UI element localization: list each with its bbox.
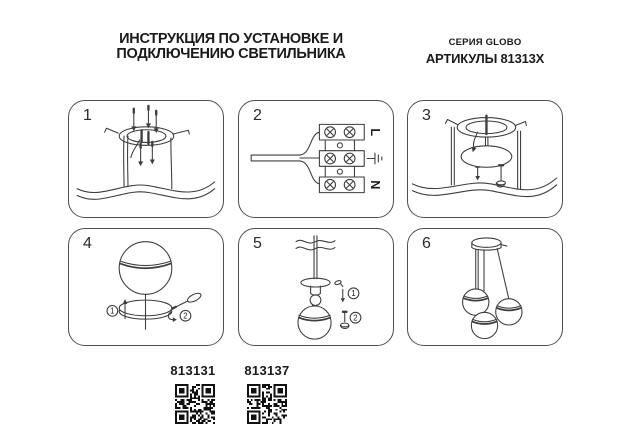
step-panel-5 <box>238 228 394 346</box>
page-title-line2: ПОДКЛЮЧЕНИЮ СВЕТИЛЬНИКА <box>116 46 346 62</box>
marker-1: 1 <box>110 306 115 316</box>
page-title <box>99 32 363 62</box>
step-number-3: 3 <box>422 107 431 124</box>
series-block <box>409 37 561 66</box>
globe-ring-illustration <box>69 229 222 344</box>
step-number-6: 6 <box>422 235 431 252</box>
qr-code-icon <box>175 384 215 424</box>
mounting-bracket-illustration <box>69 101 222 216</box>
marker-1: 1 <box>351 289 356 299</box>
pendant-hang-illustration <box>239 229 392 344</box>
page-title-line1: ИНСТРУКЦИЯ ПО УСТАНОВКЕ И <box>119 31 343 47</box>
step-panel-4 <box>68 228 224 346</box>
terminal-label-L: L <box>367 128 382 137</box>
finished-fixture-illustration <box>408 229 561 344</box>
article-number-2: 813137 <box>244 363 290 378</box>
marker-2: 2 <box>183 311 188 321</box>
step-panel-3 <box>407 100 563 218</box>
step-panel-1 <box>68 100 224 218</box>
canopy-mount-illustration <box>408 101 561 216</box>
ground-symbol-icon <box>367 153 382 164</box>
step-panel-6 <box>407 228 563 346</box>
step-panel-2 <box>238 100 394 218</box>
terminal-block-illustration <box>239 101 392 216</box>
step-number-5: 5 <box>253 235 262 252</box>
step-number-2: 2 <box>253 107 262 124</box>
article-number-1: 813131 <box>170 363 216 378</box>
qr-code-icon <box>247 384 287 424</box>
series-label: СЕРИЯ GLOBO <box>448 37 522 48</box>
terminal-label-N: N <box>367 180 382 190</box>
articles-label: АРТИКУЛЫ 81313X <box>425 51 545 66</box>
step-number-4: 4 <box>83 235 92 252</box>
marker-2: 2 <box>353 313 358 323</box>
step-number-1: 1 <box>83 107 92 124</box>
